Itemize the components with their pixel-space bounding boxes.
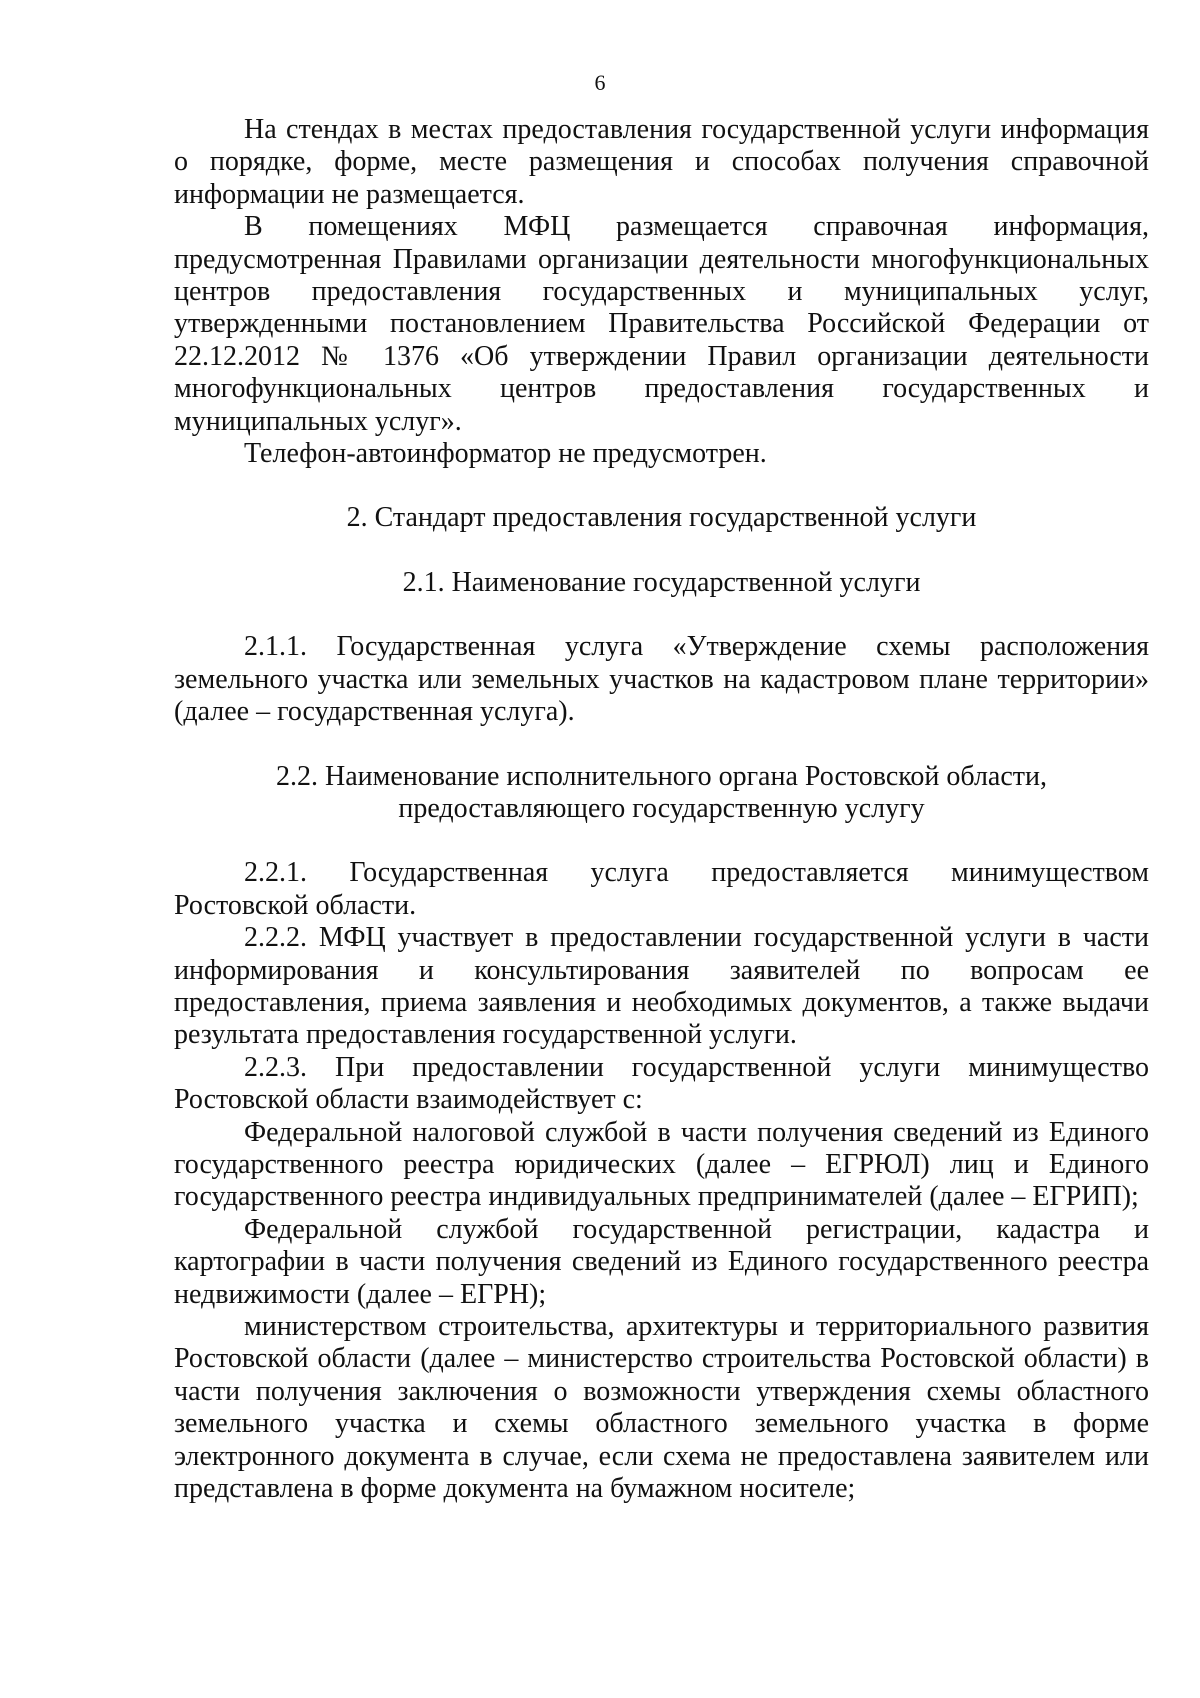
paragraph-minstroy: министерством строительства, архитектуры и территориального развития Ростовской области (далее – министерство строительства Ростовской области) в части получения заключения о возможности утверждения схемы областного земельного участка и схемы областного земельного участка в форме электронного документа в случае, если схема не предоставлена заявителем или представлена в форме документа на бумажном носителе; <box>174 1311 1149 1505</box>
section-heading-2: 2. Стандарт предоставления государственной услуги <box>346 502 977 534</box>
spacer <box>174 825 1149 857</box>
paragraph-fns: Федеральной налоговой службой в части получения сведений из Единого государственного реестра юридических (далее – ЕГРЮЛ) лиц и Единого государственного реестра индивидуальных предпринимателей (далее – ЕГРИП); <box>174 1116 1149 1213</box>
paragraph-2-2-3: 2.2.3. При предоставлении государственной услуги минимущество Ростовской области взаимодействует с: <box>174 1051 1149 1116</box>
paragraph-2-2-2: 2.2.2. МФЦ участвует в предоставлении государственной услуги в части информирования и консультирования заявителей по вопросам ее предоставления, приема заявления и необходимых документов, а также выдачи результата предоставления государственной услуги. <box>174 922 1149 1051</box>
paragraph-2-1-1: 2.1.1. Государственная услуга «Утверждение схемы расположения земельного участка или земельных участков на кадастровом плане территории» (далее – государственная услуга). <box>174 631 1149 728</box>
section-heading-2-2-line2: предоставляющего государственную услугу <box>398 792 925 824</box>
spacer <box>174 599 1149 631</box>
spacer <box>174 535 1149 567</box>
paragraph-2-2-1: 2.2.1. Государственная услуга предоставляется минимуществом Ростовской области. <box>174 857 1149 921</box>
spacer <box>174 729 1149 761</box>
paragraph-rosreestr: Федеральной службой государственной регистрации, кадастра и картографии в части получения сведений из Единого государственного реестра недвижимости (далее – ЕГРН); <box>174 1213 1149 1310</box>
section-heading-2-2-line1: 2.2. Наименование исполнительного органа Ростовской области, <box>275 760 1048 792</box>
paragraph-mfc-premises: В помещениях МФЦ размещается справочная информация, предусмотренная Правилами организации деятельности многофункциональных центров предоставления государственных и муниципальных услуг, утвержденными постановлением Правительства Российской Федерации от 22.12.2012 № 1376 «Об утверждении Правил организации деятельности многофункциональных центров предоставления государственных и муниципальных услуг». <box>174 211 1149 437</box>
page-number: 6 <box>594 70 606 95</box>
paragraph-autoinformer: Телефон-автоинформатор не предусмотрен. <box>244 438 767 470</box>
section-heading-2-1: 2.1. Наименование государственной услуги <box>402 566 921 598</box>
document-body <box>174 114 1149 1505</box>
spacer <box>174 470 1149 502</box>
paragraph-stands-info: На стендах в местах предоставления государственной услуги информация о порядке, форме, месте размещения и способах получения справочной информации не размещается. <box>174 114 1149 210</box>
